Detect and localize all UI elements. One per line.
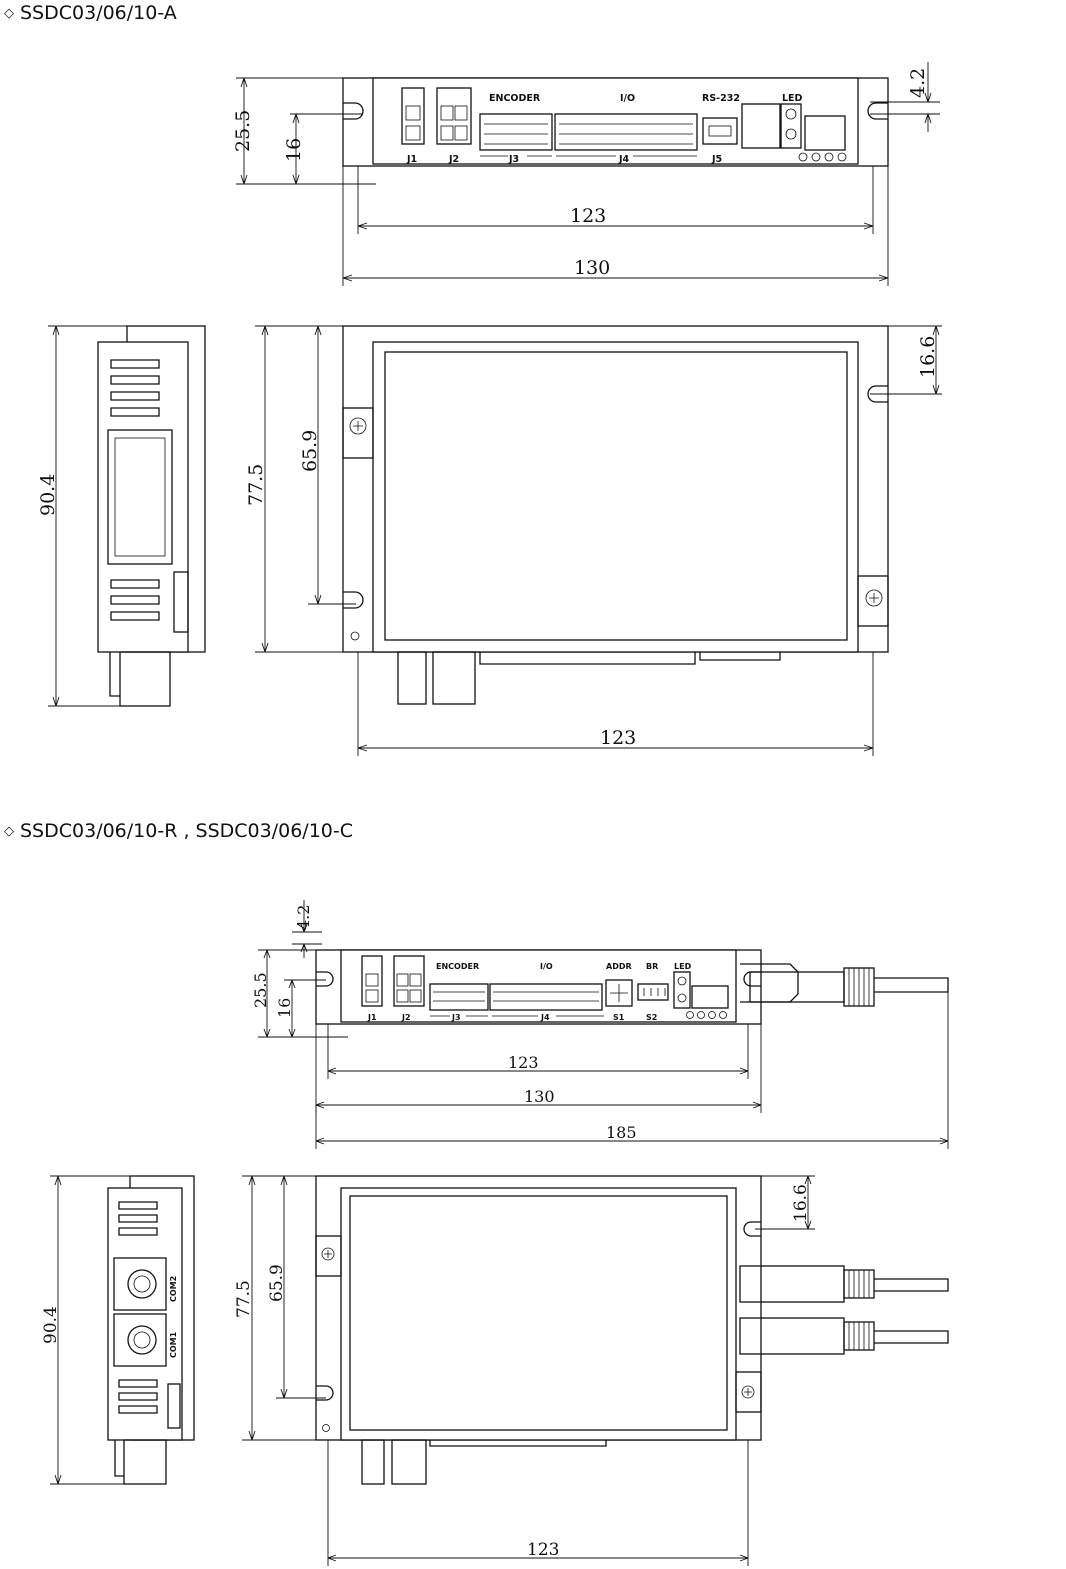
rc-side-view	[41, 1176, 194, 1484]
rc-top-j1-plug	[362, 1440, 384, 1484]
rc-com1-cable-plug	[740, 1318, 844, 1354]
rc-front-slot-right	[744, 972, 761, 986]
rc-cable-plug	[750, 972, 844, 1002]
rc-front-view	[251, 900, 948, 1149]
a-front-dim-height-mount: 16	[283, 137, 305, 162]
a-j2-label: J2	[449, 154, 460, 165]
a-j3-label: J3	[509, 154, 520, 165]
section-rc-title: SSDC03/06/10-R , SSDC03/06/10-C	[20, 820, 354, 842]
rc-top-view	[234, 1176, 948, 1566]
rc-com2-label: COM2	[169, 1275, 178, 1302]
a-io-label: I/O	[620, 93, 636, 104]
rc-encoder-label: ENCODER	[436, 962, 480, 971]
a-side-view	[37, 326, 205, 706]
a-encoder-label: ENCODER	[489, 93, 541, 104]
rc-side-plug	[124, 1440, 166, 1484]
rc-j3-label: J3	[452, 1013, 461, 1022]
rc-com1-label: COM1	[169, 1331, 178, 1358]
rc-top-dim-height-total: 77.5	[234, 1280, 254, 1318]
rc-s2-label: S2	[646, 1013, 658, 1022]
rc-front-dim-height-total: 25.5	[251, 972, 270, 1008]
a-top-slot-left	[343, 592, 363, 608]
rc-front-dim-height-mount: 16	[275, 997, 294, 1018]
rc-cable-connector	[740, 964, 798, 1002]
a-side-plug	[120, 652, 170, 706]
a-j5-label: J5	[712, 154, 723, 165]
a-front-slot-left	[343, 103, 363, 119]
rc-br-label: BR	[646, 962, 659, 971]
diamond-bullet-icon: ◇	[4, 6, 14, 21]
rc-front-dim-top-offset: 4.2	[294, 904, 313, 930]
rc-led-label: LED	[674, 962, 692, 971]
rc-s1-label: S1	[613, 1013, 625, 1022]
a-top-j1-plug	[398, 652, 426, 704]
rc-top-dim-height-inner: 65.9	[267, 1264, 287, 1302]
a-top-dim-top-offset: 16.6	[917, 335, 939, 378]
rc-j4-label: J4	[541, 1013, 550, 1022]
rc-io-label: I/O	[540, 962, 553, 971]
rc-top-j2-plug	[392, 1440, 426, 1484]
a-top-dim-height-total: 77.5	[245, 463, 267, 506]
diamond-bullet-icon: ◇	[4, 824, 14, 839]
a-j4-label: J4	[619, 154, 630, 165]
a-front-dim-top-offset: 4.2	[907, 67, 929, 98]
a-j1-label: J1	[407, 154, 418, 165]
a-front-dim-width-total: 130	[574, 257, 611, 279]
a-top-dim-height-inner: 65.9	[299, 429, 321, 472]
a-side-dim-depth: 90.4	[37, 473, 59, 516]
rc-front-dim-width-total: 130	[524, 1087, 555, 1106]
rc-side-dim-depth: 90.4	[41, 1306, 61, 1344]
rc-com2-cable-plug	[740, 1266, 844, 1302]
rc-front-slot-left	[316, 972, 333, 986]
rc-addr-label: ADDR	[606, 962, 632, 971]
a-top-dim-width: 123	[600, 727, 637, 749]
a-front-body	[373, 78, 858, 164]
rc-top-dim-width: 123	[527, 1540, 560, 1560]
a-front-view	[232, 62, 940, 286]
a-top-view	[245, 326, 942, 756]
a-front-dim-width-inner: 123	[570, 205, 607, 227]
section-a-title: SSDC03/06/10-A	[20, 2, 177, 24]
rc-front-dim-width-with-cable: 185	[606, 1123, 637, 1142]
rc-j2-label: J2	[402, 1013, 411, 1022]
a-top-body	[373, 342, 858, 652]
rc-j1-label: J1	[368, 1013, 377, 1022]
rc-top-dim-top-offset: 16.6	[791, 1184, 811, 1222]
a-front-dim-height-total: 25.5	[232, 109, 254, 152]
a-front-slot-right	[868, 103, 888, 119]
a-rs232-label: RS-232	[702, 93, 740, 104]
rc-top-body	[341, 1188, 736, 1440]
a-led-label: LED	[782, 93, 803, 104]
a-top-j2-plug	[433, 652, 475, 704]
rc-front-dim-width-inner: 123	[508, 1053, 539, 1072]
